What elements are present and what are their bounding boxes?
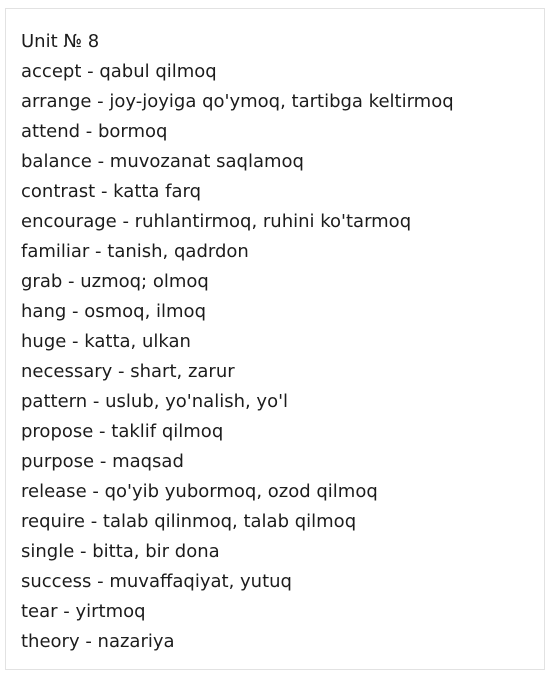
- vocab-entry: propose - taklif qilmoq: [21, 421, 224, 442]
- vocab-entry: accept - qabul qilmoq: [21, 61, 217, 82]
- vocab-entry: huge - katta, ulkan: [21, 331, 191, 352]
- vocab-entry: contrast - katta farq: [21, 181, 202, 202]
- vocab-entry: theory - nazariya: [21, 631, 175, 652]
- vocab-entry: pattern - uslub, yo'nalish, yo'l: [21, 391, 289, 412]
- vocab-entry: balance - muvozanat saqlamoq: [21, 151, 304, 172]
- vocabulary-list: [21, 27, 534, 657]
- vocab-entry: grab - uzmoq; olmoq: [21, 271, 209, 292]
- vocab-entry: success - muvaffaqiyat, yutuq: [21, 571, 292, 592]
- vocab-entry: attend - bormoq: [21, 121, 168, 142]
- vocab-entry: encourage - ruhlantirmoq, ruhini ko'tarmoq: [21, 211, 412, 232]
- vocab-entry: hang - osmoq, ilmoq: [21, 301, 206, 322]
- vocab-entry: tear - yirtmoq: [21, 601, 146, 622]
- vocab-entry: require - talab qilinmoq, talab qilmoq: [21, 511, 357, 532]
- vocab-entry: familiar - tanish, qadrdon: [21, 241, 249, 262]
- vocab-entry: purpose - maqsad: [21, 451, 184, 472]
- vocab-entry: single - bitta, bir dona: [21, 541, 220, 562]
- vocabulary-card: [5, 8, 545, 670]
- vocab-entry: necessary - shart, zarur: [21, 361, 235, 382]
- unit-title: Unit № 8: [21, 31, 100, 52]
- vocab-entry: arrange - joy-joyiga qo'ymoq, tartibga keltirmoq: [21, 91, 454, 112]
- vocab-entry: release - qo'yib yubormoq, ozod qilmoq: [21, 481, 378, 502]
